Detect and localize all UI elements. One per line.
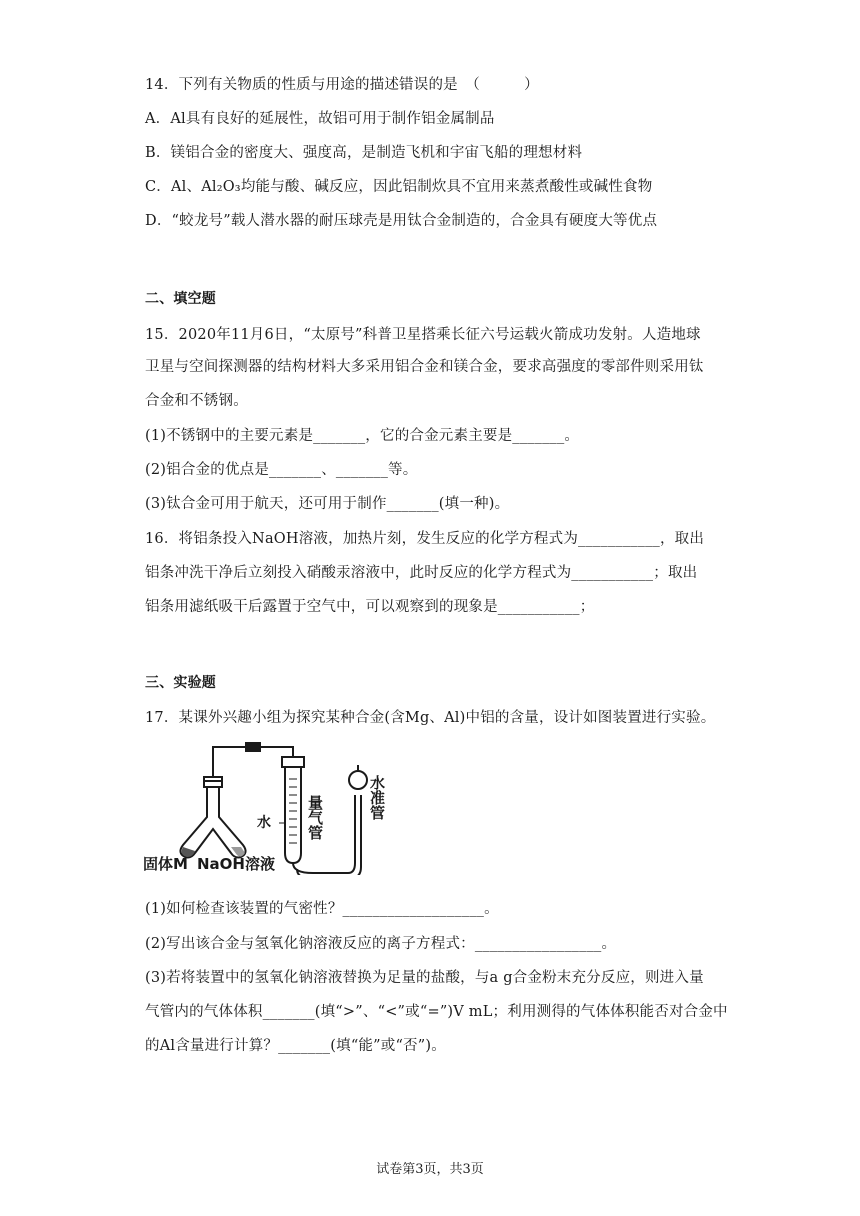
page-footer: 试卷第3页，共3页 <box>376 1162 484 1177</box>
q15-part2: (2)铝合金的优点是_______、_______等。 <box>145 462 418 478</box>
section-3-heading: 三、实验题 <box>145 675 216 691</box>
leveling-bulb <box>349 771 367 789</box>
q17-stem: 17．某课外兴趣小组为探究某种合金(含Mg、Al)中铝的含量，设计如图装置进行实验。 <box>145 710 716 726</box>
burette-stopper <box>282 757 304 767</box>
q15-stem-line2: 卫星与空间探测器的结构材料大多采用铝合金和镁合金，要求高强度的零部件则采用钛 <box>145 359 704 375</box>
label-leveling-tube: 水准管 <box>368 775 386 820</box>
q17-part2: (2)写出该合金与氢氧化钠溶液反应的离子方程式：_________________。 <box>145 936 617 952</box>
section-2-heading: 二、填空题 <box>145 291 216 307</box>
q15-part1: (1)不锈钢中的主要元素是_______，它的合金元素主要是_______。 <box>145 428 580 444</box>
q16-line2: 铝条冲洗干净后立刻投入硝酸汞溶液中，此时反应的化学方程式为___________；取出 <box>145 565 698 581</box>
q14-option-d: D．“蛟龙号”载人潜水器的耐压球壳是用钛合金制造的，合金具有硬度大等优点 <box>145 213 658 229</box>
q14-stem: 14．下列有关物质的性质与用途的描述错误的是 （ ） <box>145 77 539 93</box>
gas-burette <box>285 767 301 863</box>
label-naoh-solution: NaOH溶液 <box>197 855 275 873</box>
q17-part3-line1: (3)若将装置中的氢氧化钠溶液替换为足量的盐酸，与a g合金粉末充分反应，则进入量 <box>145 970 704 986</box>
label-gas-burette: 量气管 <box>306 795 324 840</box>
q17-part1: (1)如何检查该装置的气密性？___________________。 <box>145 901 499 917</box>
q16-line3: 铝条用滤纸吸干后露置于空气中，可以观察到的现象是___________； <box>145 599 595 615</box>
q16-line1: 16．将铝条投入NaOH溶液，加热片刻，发生反应的化学方程式为___________，取出 <box>145 531 705 547</box>
rubber-hose <box>293 795 355 873</box>
tube-clamp <box>246 743 260 751</box>
q17-part3-line2: 气管内的气体体积_______(填“>”、“<”或“=”)V mL；利用测得的气体体积能否对合金中 <box>145 1004 728 1020</box>
q14-option-c: C．Al、Al₂O₃均能与酸、碱反应，因此铝制炊具不宜用来蒸煮酸性或碱性食物 <box>145 179 653 195</box>
label-water: 水 <box>257 815 271 831</box>
q15-stem-line1: 15．2020年11月6日，“太原号”科普卫星搭乘长征六号运载火箭成功发射。人造地球 <box>145 327 701 343</box>
q14-option-b: B．镁铝合金的密度大、强度高，是制造飞机和宇宙飞船的理想材料 <box>145 145 583 161</box>
experiment-apparatus-figure <box>143 735 403 875</box>
q14-option-a: A．Al具有良好的延展性，故铝可用于制作铝金属制品 <box>145 111 495 127</box>
y-shaped-tube <box>180 787 245 858</box>
label-solid-m: 固体M <box>143 855 188 873</box>
q17-part3-line3: 的Al含量进行计算？_______(填“能”或“否”)。 <box>145 1038 446 1054</box>
q15-stem-line3: 合金和不锈钢。 <box>145 393 248 409</box>
q15-part3: (3)钛合金可用于航天，还可用于制作_______(填一种)。 <box>145 496 510 512</box>
